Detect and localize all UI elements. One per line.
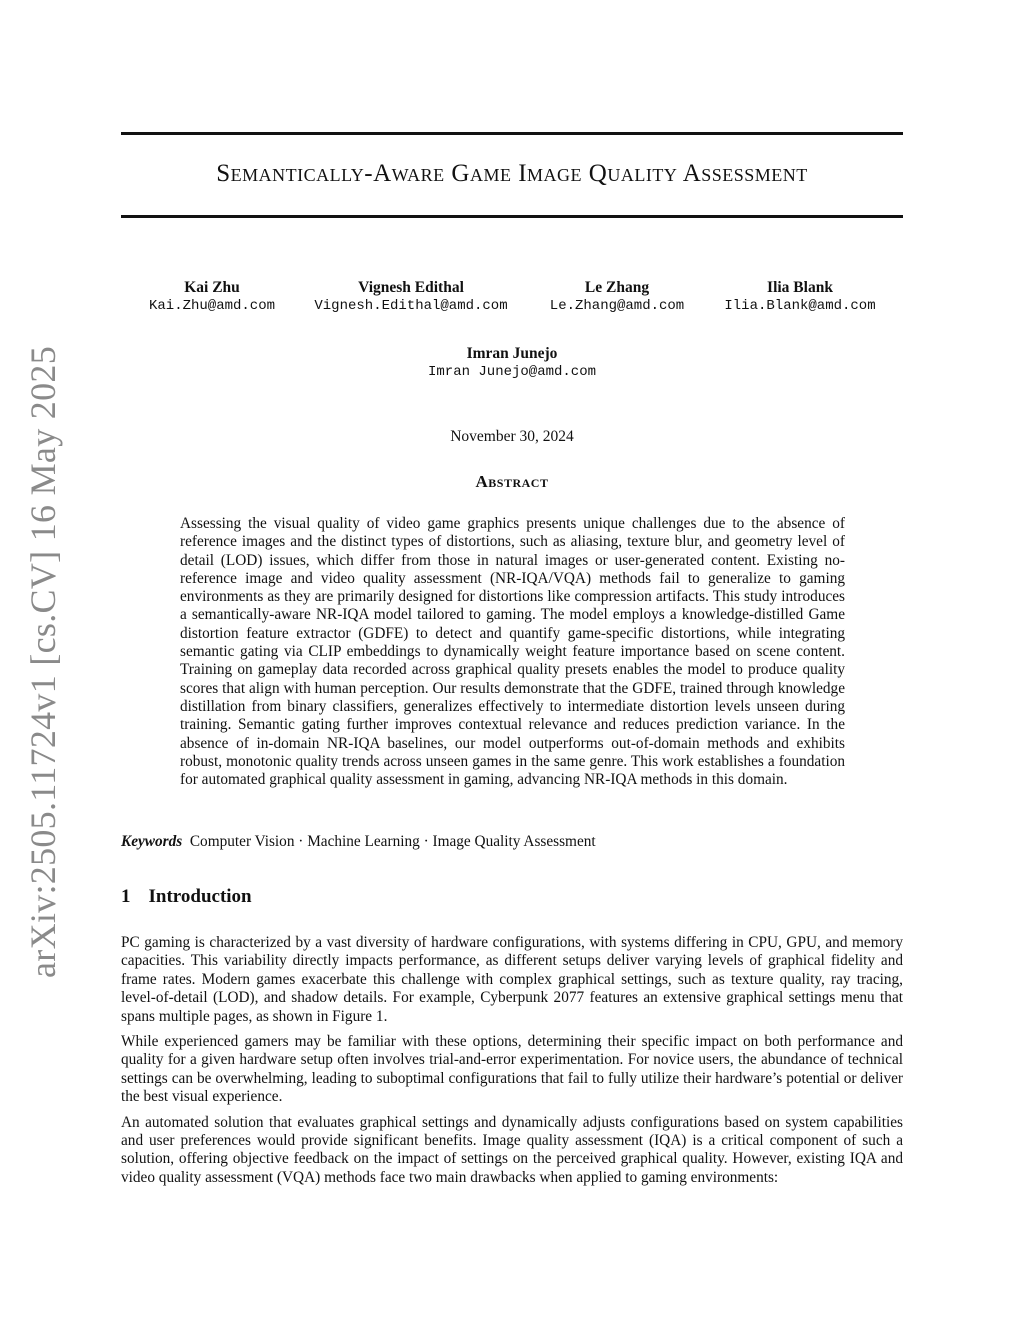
- keywords: [121, 833, 596, 851]
- author-name: Le Zhang: [584, 279, 650, 296]
- paper-date: November 30, 2024: [450, 428, 574, 445]
- paragraph: PC gaming is characterized by a vast diversity of hardware configurations, with systems differing in CPU, GPU, and memory capacities. This variability directly impacts performance, as different setups deliver varying levels of graphical fidelity and frame rates. Modern games exacerbate this challenge with complex graphical settings, such as texture quality, ray tracing, level-of-detail (LOD), and shadow details. For example, Cyberpunk 2077 features an extensive graphical settings menu that spans multiple pages, as shown in Figure 1.: [121, 934, 903, 1025]
- author-block: [149, 278, 275, 316]
- section-heading: [121, 886, 270, 908]
- author-name: Vignesh Edithal: [358, 279, 464, 296]
- author-name: Ilia Blank: [767, 279, 833, 296]
- author-email[interactable]: Imran Junejo@amd.com: [427, 364, 597, 380]
- author-block: [724, 278, 875, 316]
- author-block: [550, 278, 684, 316]
- abstract-text: Assessing the visual quality of video game graphics presents unique challenges due to the absence of reference images and the distinct types of distortions, such as aliasing, texture blur, and geometry level of detail (LOD) issues, which differ from those in natural images or user-generated content. Existing no-reference image and video quality assessment (NR-IQA/VQA) methods fail to generalize to gaming environments as they are primarily designed for distortions like compression artifacts. This study introduces a semantically-aware NR-IQA model tailored to gaming. The model employs a knowledge-distilled Game distortion feature extractor (GDFE) to detect and quantify game-specific distortions, while integrating semantic gating via CLIP embeddings to dynamically weight feature importance based on scene content. Training on gameplay data recorded across graphical quality presets enables the model to produce quality scores that align with human perception. Our results demonstrate that the GDFE, trained through knowledge distillation from binary classifiers, generalizes effectively to intermediate distortion levels unseen during training. Semantic gating further improves contextual relevance and reduces prediction variance. In the absence of in-domain NR-IQA baselines, our model outperforms out-of-domain methods and exhibits robust, monotonic quality trends across unseen games in the same genre. This work establishes a foundation for automated graphical quality assessment in gaming, advancing NR-IQA methods in this domain.: [180, 515, 845, 789]
- author-email[interactable]: Ilia.Blank@amd.com: [724, 298, 876, 314]
- paragraph: While experienced gamers may be familiar with these options, determining their specific impact on both performance and quality for a given hardware setup often involves trial-and-error experimentation. For novice users, the abundance of technical settings can be overwhelming, leading to suboptimal configurations that fail to fully utilize their hardware’s potential or deliver the best visual experience.: [121, 1033, 903, 1106]
- section-number: 1: [121, 886, 131, 907]
- paragraph: An automated solution that evaluates graphical settings and dynamically adjusts configurations based on system capabilities and user preferences would provide significant benefits. Image quality assessment (IQA) is a critical component of such a solution, offering objective feedback on the impact of settings on the perceived graphical quality. However, existing IQA and video quality assessment (VQA) methods face two main drawbacks when applied to gaming environments:: [121, 1113, 903, 1186]
- keywords-list: Computer Vision · Machine Learning · Image Quality Assessment: [189, 833, 596, 850]
- author-email[interactable]: Kai.Zhu@amd.com: [148, 298, 276, 314]
- author-block: [428, 344, 596, 382]
- author-block: [314, 278, 507, 316]
- title-bottom-rule: [121, 215, 903, 218]
- keywords-label: Keywords: [121, 833, 183, 850]
- body-text: [121, 934, 903, 1194]
- author-email[interactable]: Vignesh.Edithal@amd.com: [314, 298, 508, 314]
- author-name: Imran Junejo: [466, 345, 558, 362]
- paper-title: Semantically-Aware Game Image Quality Assessment: [216, 160, 808, 187]
- author-email[interactable]: Le.Zhang@amd.com: [549, 298, 685, 314]
- author-name: Kai Zhu: [184, 279, 240, 296]
- abstract-heading: Abstract: [475, 472, 549, 491]
- arxiv-stamp: arXiv:2505.11724v1 [cs.CV] 16 May 2025: [23, 346, 63, 978]
- section-title: Introduction: [148, 886, 252, 907]
- title-top-rule: [121, 132, 903, 135]
